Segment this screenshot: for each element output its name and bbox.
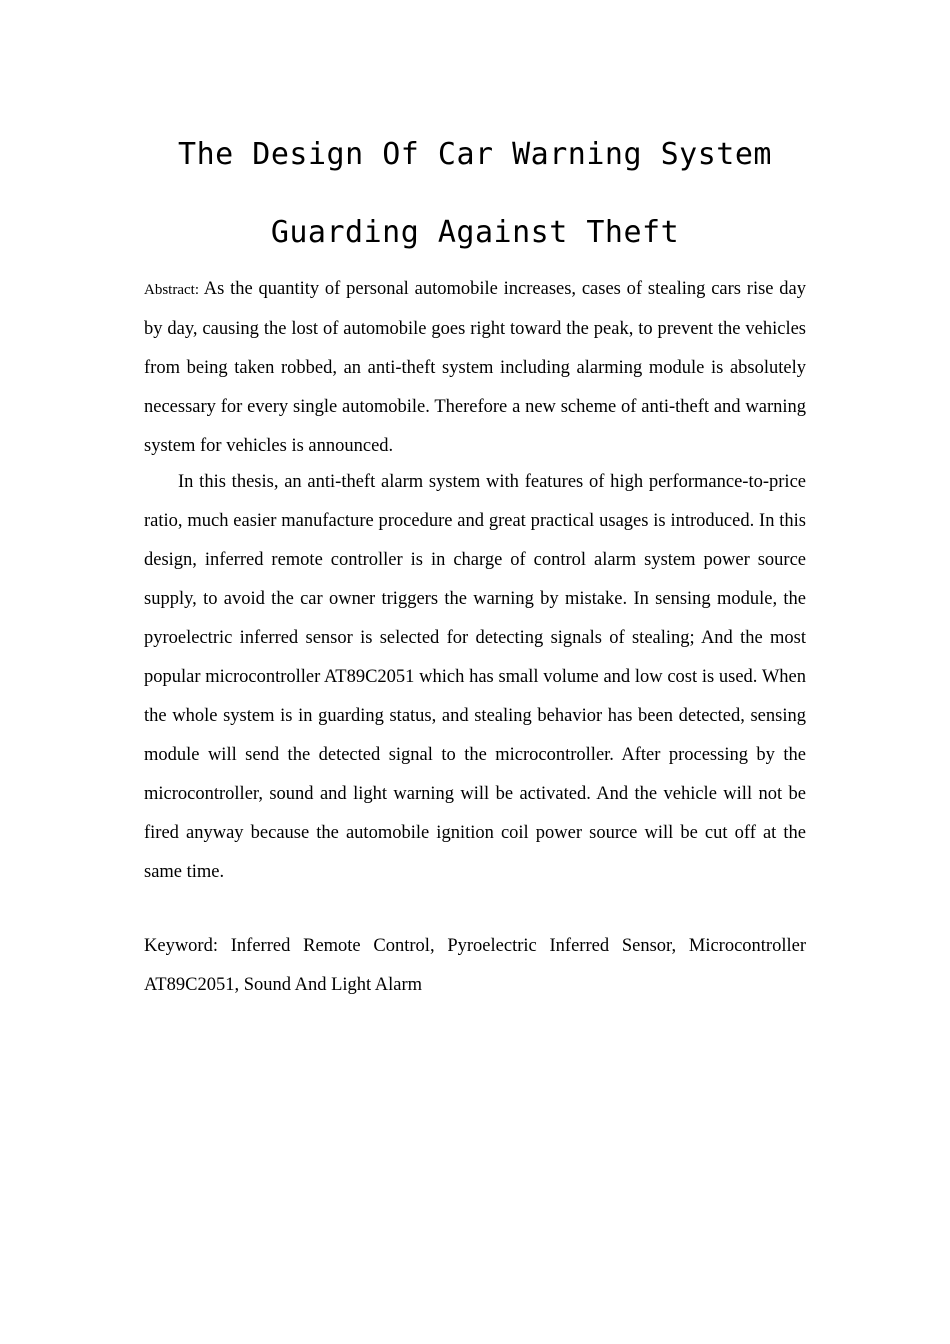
abstract-label: Abstract: (144, 282, 199, 298)
abstract-text: As the quantity of personal automobile increases, cases of stealing cars rise day by day, causing the lost of automobile goes right toward the peak, to prevent the vehicles from being taken robbed, an anti-theft system including alarming module is absolutely necessary for every single automobile. Therefore a new scheme of anti-theft and warning system for vehicles is announced. (144, 279, 806, 456)
abstract-paragraph (144, 270, 806, 466)
title-line-2: Guarding Against Theft (270, 215, 680, 250)
keyword-paragraph: Keyword: Inferred Remote Control, Pyroelectric Inferred Sensor, Microcontroller AT89C2051, Sound And Light Alarm (144, 936, 806, 995)
title-line-1: The Design Of Car Warning System (178, 137, 772, 172)
thesis-paragraph: In this thesis, an anti-theft alarm system with features of high performance-to-price ratio, much easier manufacture procedure and great practical usages is introduced. In this design, inferred remote controller is in charge of control alarm system power source supply, to avoid the car owner triggers the warning by mistake. In sensing module, the pyroelectric inferred sensor is selected for detecting signals of stealing; And the most popular microcontroller AT89C2051 which has small volume and low cost is used. When the whole system is in guarding status, and stealing behavior has been detected, sensing module will send the detected signal to the microcontroller. After processing by the microcontroller, sound and light warning will be activated. And the vehicle will not be fired anyway because the automobile ignition coil power source will be cut off at the same time. (144, 472, 806, 882)
